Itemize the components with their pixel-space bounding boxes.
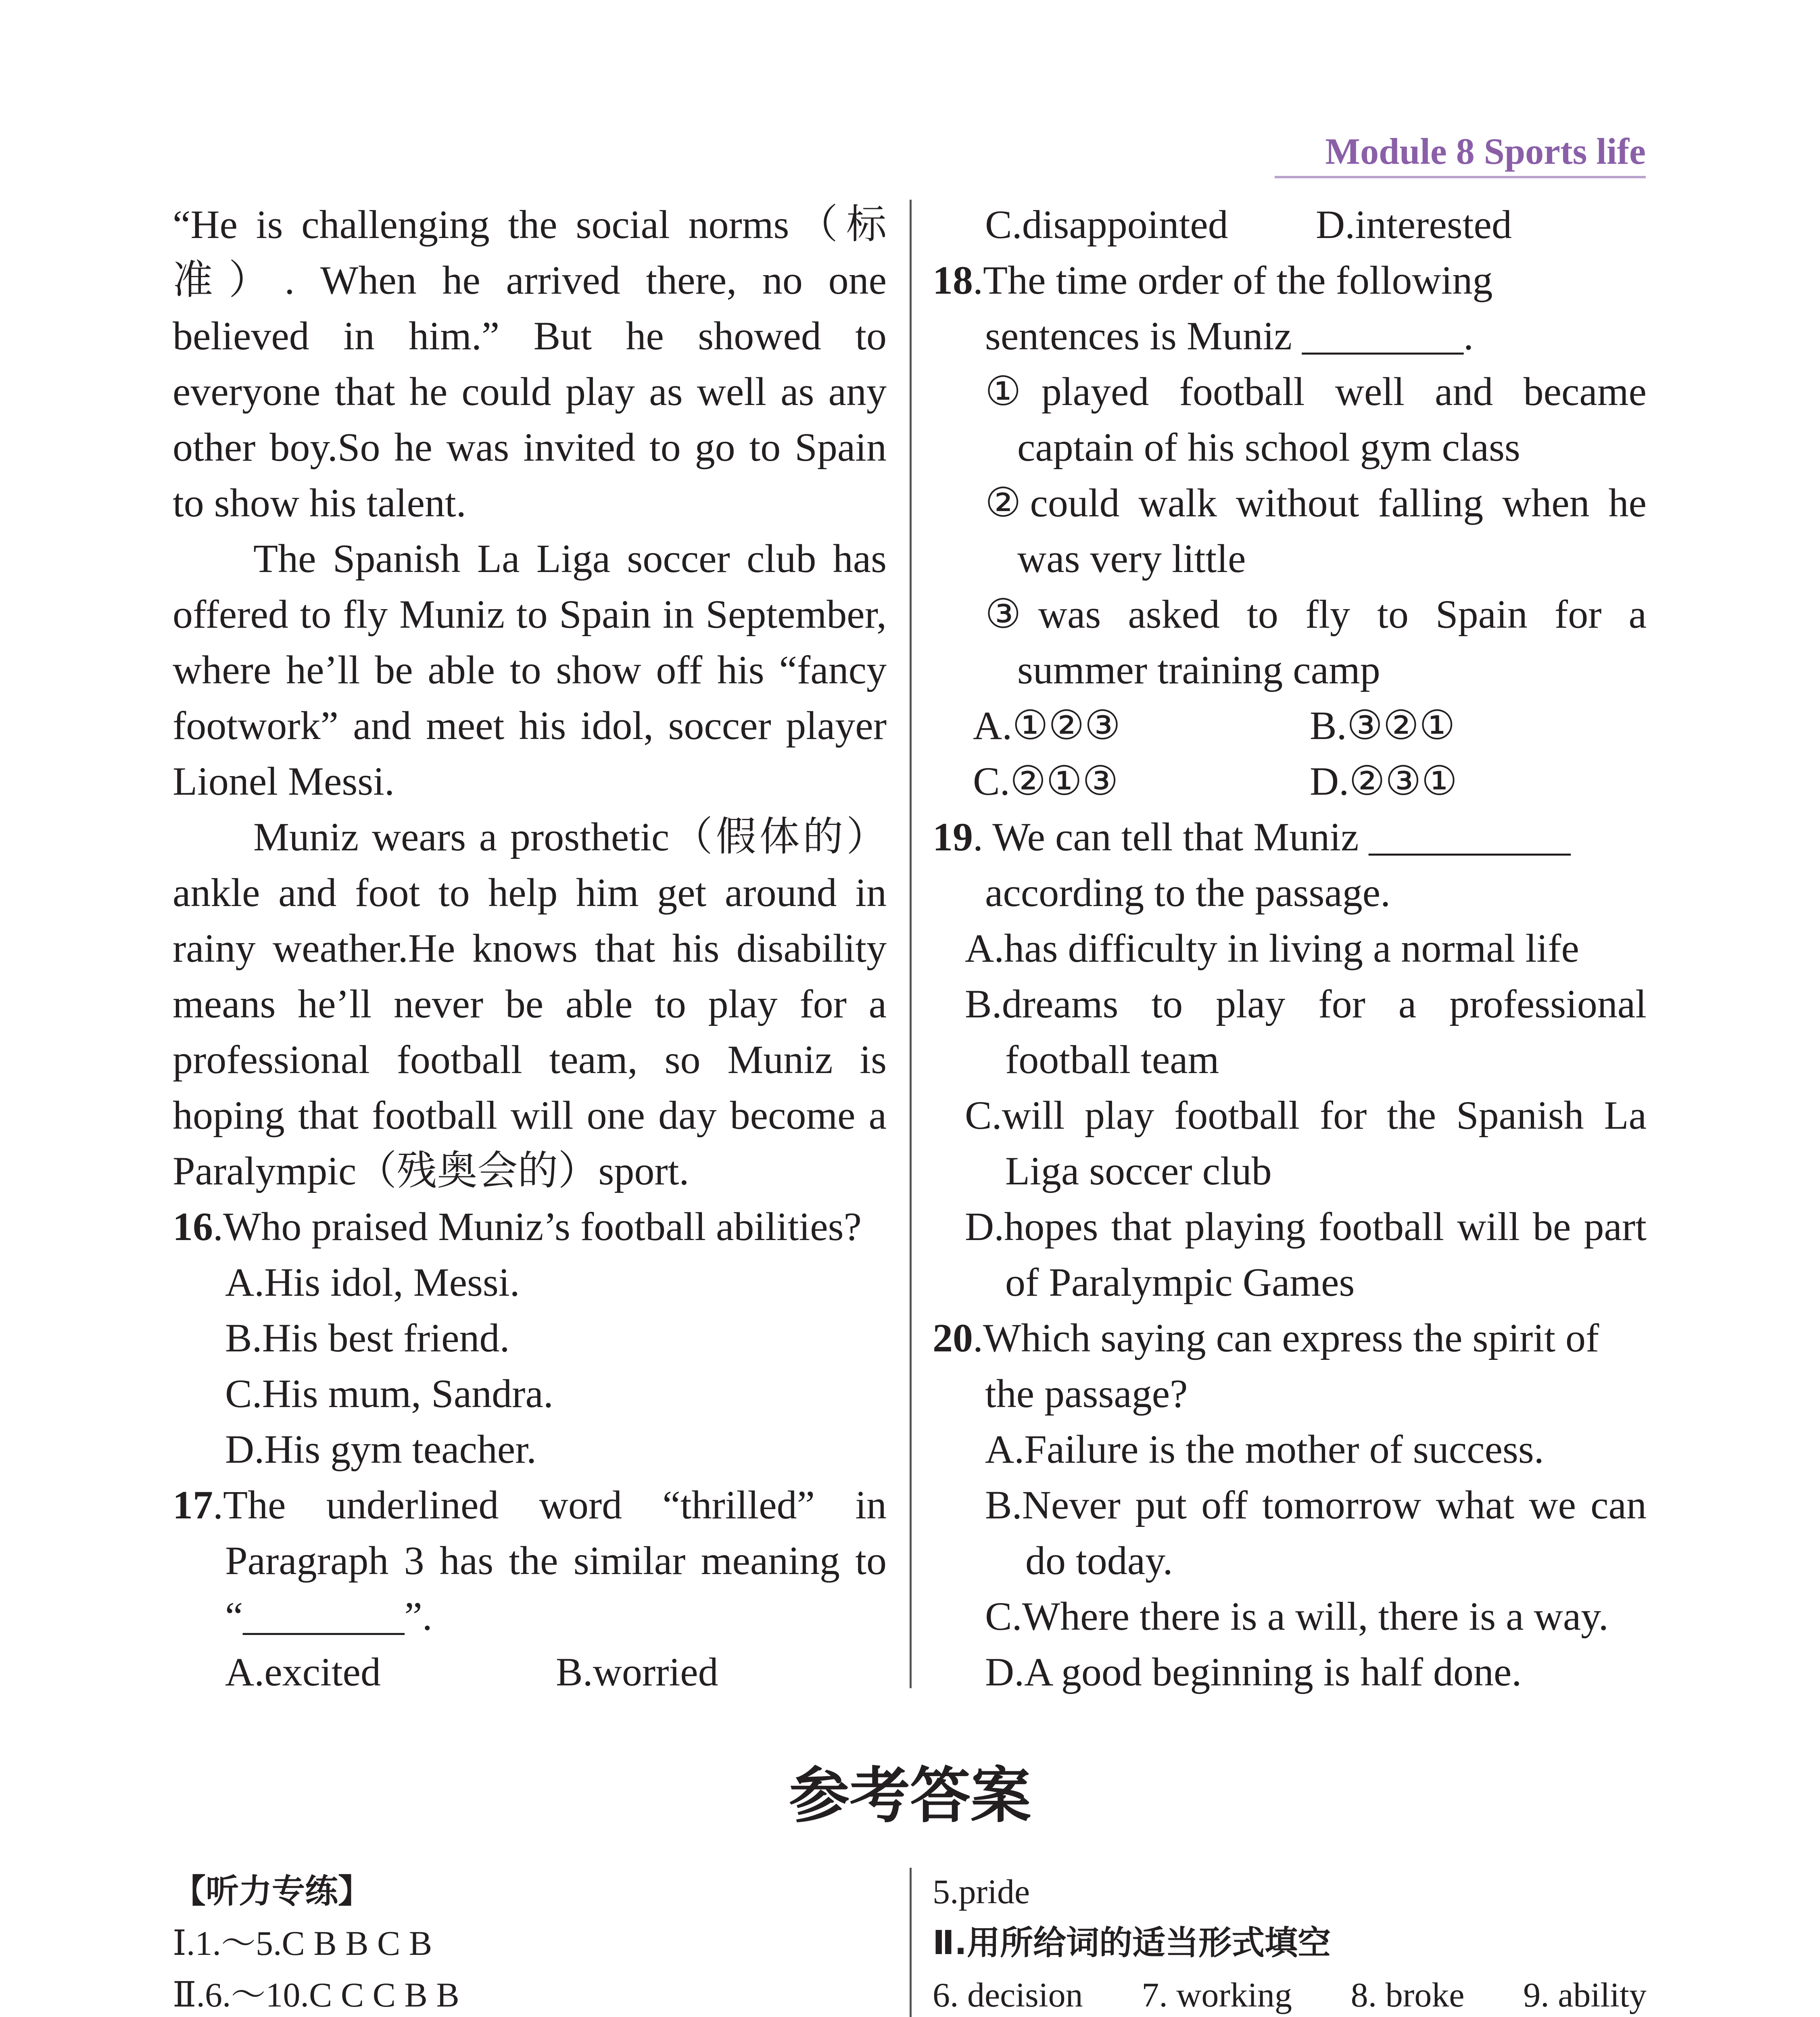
q20-option-b: B.Never put off tomorrow what we can do today. [985,1482,1647,1583]
q19-option-d: D.hopes that playing football will be part of Paralympic Games [965,1204,1647,1305]
q19-option-a: A.has difficulty in living a normal life [965,926,1579,971]
left-column [173,197,887,1700]
answer-line-r2 [933,1969,1647,2017]
answer-7: 7. working [1142,1975,1292,2014]
paragraph-3: Muniz wears a prosthetic（假体的）ankle and foot to help him get around in rainy weather.He knows that his disability means he’ll never be able to play for a professional football team, so Muniz is hoping that football will one day become a Paralympic（残奥会的）sport. [173,814,887,1193]
answers-column-divider [910,1868,912,2017]
q18-option-d: D.②③① [1310,759,1458,804]
module-header: Module 8 Sports life [1275,130,1646,178]
answers-left-column [173,1866,887,2017]
answer-6: 6. decision [933,1975,1083,2014]
q17-option-d: D.interested [1316,202,1512,247]
answer-5: 5.pride [933,1872,1030,1911]
q18-option-a: A.①②③ [973,703,1121,748]
answer-line-1: Ⅰ.1.～5.C B B C B [173,1924,432,1963]
q20-option-c: C.Where there is a will, there is a way. [985,1594,1609,1639]
q18-option-c: C.②①③ [973,759,1119,804]
q20-option-a: A.Failure is the mother of success. [985,1427,1544,1472]
q19-option-b: B.dreams to play for a professional football team [965,981,1647,1082]
q18-sentence-2: ②could walk without falling when he was very little [985,480,1647,581]
answers-right-column [933,1866,1647,2017]
question-16: 16.Who praised Muniz’s football abilities? [173,1204,862,1249]
q17-option-a: A.excited [225,1650,381,1694]
q18-sentence-3: ③was asked to fly to Spain for a summer training camp [985,592,1647,692]
right-column [933,197,1647,1700]
paragraph-2: The Spanish La Liga soccer club has offered to fly Muniz to Spain in September, where he’ll be able to show off his “fancy footwork” and meet his idol, soccer player Lionel Messi. [173,536,887,804]
answers-title: 参考答案 [789,1761,1031,1831]
q16-option-a: A.His idol, Messi. [225,1260,520,1305]
q16-option-b: B.His best friend. [225,1315,510,1360]
q19-option-c: C.will play football for the Spanish La Liga soccer club [965,1093,1647,1193]
question-20: 20.Which saying can express the spirit of the passage? [933,1315,1599,1416]
question-17: 17.The underlined word “thrilled” in Paragraph 3 has the similar meaning to “________”. [173,1482,887,1639]
question-18: 18.The time order of the following sentences is Muniz ________. [933,258,1493,358]
q16-option-d: D.His gym teacher. [225,1427,537,1472]
section-listening: 【听力专练】 [173,1872,372,1911]
paragraph-1: “He is challenging the social norms（标准）. When he arrived there, no one believed in him.” But he showed to everyone that he could play as well as any other boy.So he was invited to go to Spain to show his talent. [173,202,887,525]
q17-options-row [173,1644,887,1700]
q17-option-c: C.disappointed [985,202,1228,247]
q18-sentence-1: ①played football well and became captain of his school gym class [985,369,1647,470]
answer-9: 9. ability [1523,1975,1647,2014]
q20-option-d: D.A good beginning is half done. [985,1650,1522,1694]
answer-line-2: Ⅱ.6.～10.C C C B B [173,1975,459,2014]
q16-option-c: C.His mum, Sandra. [225,1371,553,1416]
column-divider [910,200,912,1688]
q18-options-row-1 [933,698,1647,754]
q17-option-b: B.worried [556,1650,718,1694]
answer-8: 8. broke [1350,1975,1465,2014]
section-word-forms: Ⅱ.用所给词的适当形式填空 [933,1924,1331,1962]
q17-options-row-2 [933,197,1647,253]
question-19: 19. We can tell that Muniz __________ according to the passage. [933,814,1571,915]
q18-option-b: B.③②① [1310,703,1455,748]
q18-options-row-2 [933,754,1647,809]
